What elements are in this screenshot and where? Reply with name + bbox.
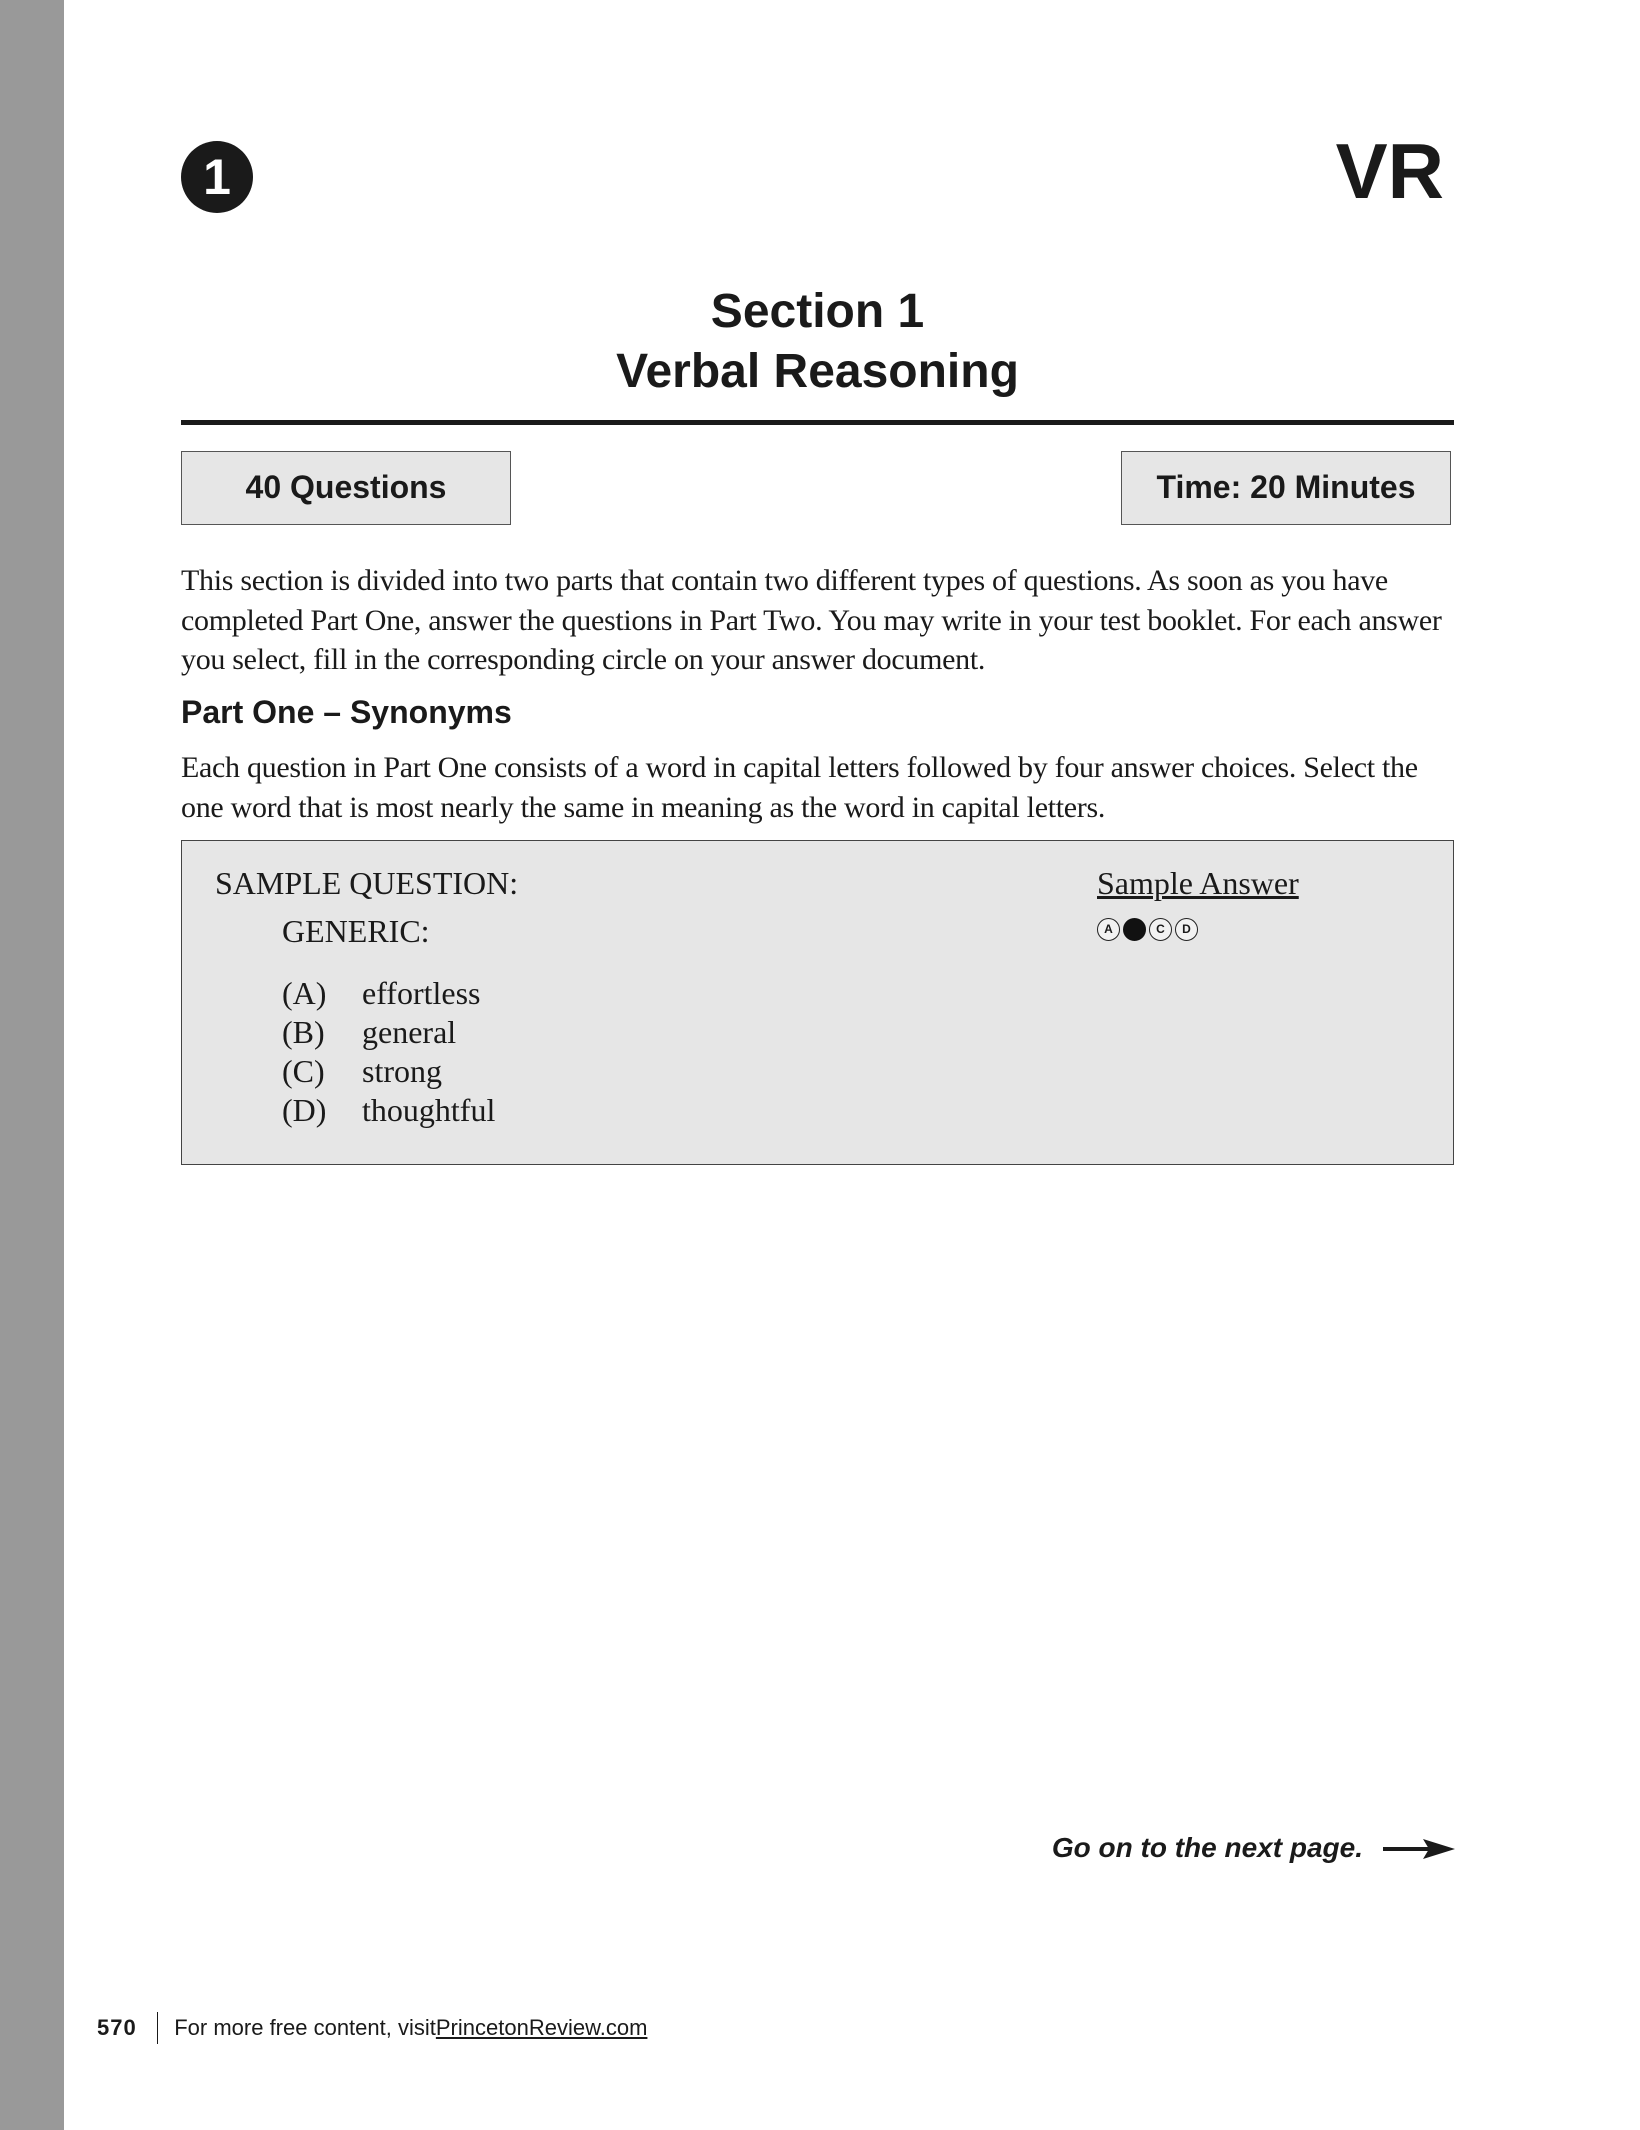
footer-divider xyxy=(157,2012,159,2044)
page-title xyxy=(181,282,1454,402)
bubble-b xyxy=(1123,918,1146,941)
bubble-c: C xyxy=(1149,918,1172,941)
time-limit-box: Time: 20 Minutes xyxy=(1121,451,1451,525)
title-divider xyxy=(181,420,1454,425)
footer-link[interactable]: PrincetonReview.com xyxy=(435,2015,648,2040)
title-line-1: Section 1 xyxy=(710,285,925,338)
section-code: VR xyxy=(1335,127,1444,215)
answer-bubbles xyxy=(1097,918,1198,941)
section-number-badge: 1 xyxy=(181,141,253,213)
choice-a xyxy=(282,974,495,1013)
page-edge-bar xyxy=(0,0,64,2130)
intro-paragraph: This section is divided into two parts that contain two different types of questions. As soon as you have completed Part One, answer the questions in Part Two. You may write in your test booklet. For each answer you select, fill in the corresponding circle on your answer document. xyxy=(181,564,1442,676)
choice-letter: (B) xyxy=(282,1014,325,1050)
next-page-note: Go on to the next page. xyxy=(1051,1832,1363,1863)
choice-text: thoughtful xyxy=(362,1092,496,1128)
part-one-heading: Part One – Synonyms xyxy=(181,694,512,730)
choice-c xyxy=(282,1052,495,1091)
question-count-box: 40 Questions xyxy=(181,451,511,525)
title-line-2: Verbal Reasoning xyxy=(616,345,1019,398)
choice-b xyxy=(282,1013,495,1052)
page-number: 570 xyxy=(97,2015,137,2040)
choice-text: general xyxy=(362,1014,457,1050)
choice-text: strong xyxy=(362,1053,442,1089)
bubble-d: D xyxy=(1175,918,1198,941)
sample-answer-label: Sample Answer xyxy=(1097,865,1299,901)
arrow-right-icon xyxy=(1383,1836,1455,1862)
choice-letter: (D) xyxy=(282,1092,327,1128)
page-footer xyxy=(97,2012,647,2044)
answer-choices xyxy=(282,974,495,1130)
choice-d xyxy=(282,1091,495,1130)
part-one-instructions: Each question in Part One consists of a word in capital letters followed by four answer choices. Select the one word that is most nearly the same in meaning as the word in capital letters. xyxy=(181,751,1418,824)
sample-question-label: SAMPLE QUESTION: xyxy=(215,865,519,901)
choice-letter: (C) xyxy=(282,1053,325,1089)
choice-letter: (A) xyxy=(282,975,327,1011)
bubble-a: A xyxy=(1097,918,1120,941)
sample-question-word: GENERIC: xyxy=(282,913,430,949)
sample-question-box xyxy=(181,840,1454,1165)
choice-text: effortless xyxy=(362,975,481,1011)
footer-text: For more free content, visit xyxy=(174,2015,436,2040)
